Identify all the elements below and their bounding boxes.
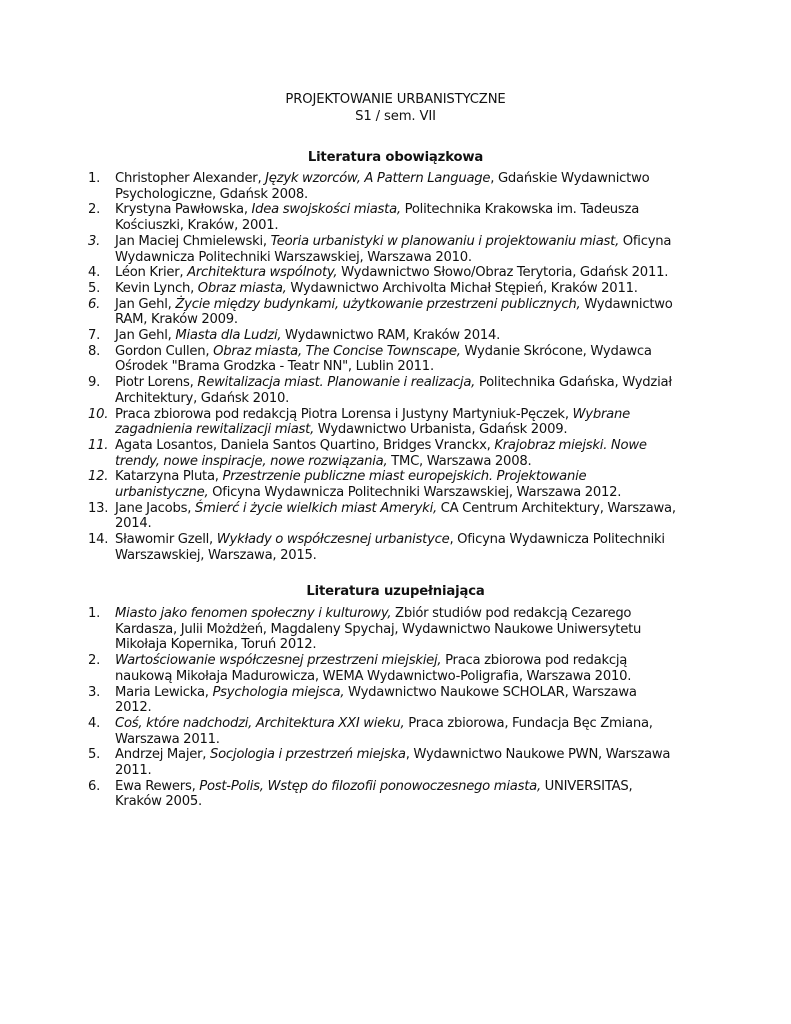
item-author: Jane Jacobs,: [115, 500, 195, 516]
item-publisher: Wydawnictwo Urbanista, Gdańsk 2009.: [314, 422, 568, 438]
item-number: 3.: [88, 233, 101, 249]
required-literature-heading: Literatura obowiązkowa: [307, 150, 484, 165]
list-item: [0, 606, 791, 653]
item-number: 6.: [88, 778, 101, 794]
item-publisher: Politechnika Krakowska im. Tadeusza Kościuszki, Kraków, 2001.: [115, 202, 640, 234]
item-publisher: UNIVERSITAS, Kraków 2005.: [115, 778, 633, 810]
item-publisher: Wydawnictwo Naukowe SCHOLAR, Warszawa 2012.: [115, 684, 637, 716]
item-publisher: Politechnika Gdańska, Wydział Architektury, Gdańsk 2010.: [115, 375, 672, 406]
item-author: Piotr Lorens,: [115, 375, 198, 391]
list-item: [0, 344, 791, 375]
list-item: [0, 375, 791, 406]
item-author: Sławomir Gzell,: [115, 532, 217, 548]
item-number: 5.: [88, 280, 101, 296]
list-item: [0, 469, 791, 500]
item-publisher: Oficyna Wydawnicza Politechniki Warszawskiej, Warszawa 2012.: [208, 485, 622, 501]
item-number: 12.: [88, 469, 109, 485]
list-item: [0, 407, 791, 438]
item-author: Ewa Rewers,: [115, 778, 200, 794]
item-title: Przestrzenie publiczne miast europejskich. Projektowanie urbanistyczne,: [115, 469, 587, 501]
item-author: Léon Krier,: [115, 265, 188, 281]
item-number: 4.: [88, 715, 101, 731]
item-title: Post-Polis, Wstęp do filozofii ponowoczesnego miasta,: [199, 778, 541, 794]
item-author: Andrzej Majer,: [115, 747, 210, 763]
item-publisher: Wydawnictwo Słowo/Obraz Terytoria, Gdańsk 2011.: [337, 265, 669, 281]
item-author: Jan Maciej Chmielewski,: [115, 233, 271, 249]
list-item: [0, 265, 791, 281]
item-publisher: Praca zbiorowa, Fundacja Bęc Zmiana, Warszawa 2011.: [115, 715, 653, 747]
item-title: Życie między budynkami, użytkowanie przestrzeni publicznych,: [175, 296, 581, 312]
item-author: Jan Gehl,: [115, 328, 176, 344]
document-header: [0, 91, 791, 125]
list-item: [0, 171, 791, 202]
supplementary-literature-list: [0, 606, 791, 810]
list-item: [0, 501, 791, 532]
item-title: Wybrane zagadnienia rewitalizacji miast,: [115, 406, 630, 438]
item-publisher: Praca zbiorowa pod redakcją naukową Mikołaja Madurowicza, WEMA Wydawnictwo-Poligrafia, Warszawa 2010.: [115, 653, 632, 684]
list-item: [0, 779, 791, 810]
item-title: Obraz miasta,: [197, 280, 287, 296]
item-number: 7.: [88, 328, 101, 344]
item-title: Miasto jako fenomen społeczny i kulturowy,: [115, 606, 392, 621]
item-author: Agata Losantos, Daniela Santos Quartino, Bridges Vranckx,: [115, 437, 495, 453]
item-title: Teoria urbanistyki w planowaniu i projektowaniu miast,: [270, 233, 620, 249]
item-author: Christopher Alexander,: [115, 171, 266, 186]
item-number: 5.: [88, 747, 101, 763]
item-number: 1.: [88, 606, 101, 621]
item-number: 10.: [88, 406, 109, 422]
list-item: [0, 685, 791, 716]
item-number: 1.: [88, 171, 101, 186]
item-number: 6.: [88, 296, 101, 312]
item-publisher: Wydawnictwo RAM, Kraków 2009.: [115, 296, 673, 328]
item-author: Kevin Lynch,: [115, 280, 198, 296]
item-publisher: Wydawnictwo Archivolta Michał Stępień, Kraków 2011.: [286, 280, 638, 296]
item-author: Katarzyna Pluta,: [115, 469, 223, 485]
item-title: Obraz miasta, The Concise Townscape,: [213, 343, 461, 359]
document-subtitle: S1 / sem. VII: [355, 109, 436, 124]
item-title: Wartościowanie współczesnej przestrzeni miejskiej,: [115, 653, 442, 669]
item-number: 9.: [88, 375, 101, 391]
item-publisher: TMC, Warszawa 2008.: [387, 453, 532, 469]
item-number: 14.: [88, 532, 109, 548]
item-title: Idea swojskości miasta,: [251, 202, 401, 218]
item-publisher: , Oficyna Wydawnicza Politechniki Warszawskiej, Warszawa, 2015.: [115, 532, 665, 563]
item-title: Miasta dla Ludzi,: [175, 328, 282, 344]
list-item: [0, 532, 791, 563]
item-title: Architektura wspólnoty,: [187, 265, 338, 281]
required-literature-list: [0, 171, 791, 564]
list-item: [0, 438, 791, 469]
item-author: Maria Lewicka,: [115, 684, 213, 700]
list-item: [0, 747, 791, 778]
list-item: [0, 234, 791, 265]
item-publisher: Zbiór studiów pod redakcją Cezarego Kardasza, Julii Możdżeń, Magdaleny Spychaj, Wydawnictwo Naukowe Uniwersytetu Mikołaja Kopernika, Toruń 2012.: [115, 606, 642, 653]
item-title: Śmierć i życie wielkich miast Ameryki,: [194, 500, 437, 516]
item-number: 8.: [88, 343, 101, 359]
item-number: 11.: [88, 437, 109, 453]
item-title: Wykłady o współczesnej urbanistyce: [216, 532, 450, 548]
item-title: Socjologia i przestrzeń miejska: [209, 747, 406, 763]
document-title: PROJEKTOWANIE URBANISTYCZNE: [285, 92, 506, 107]
list-item: [0, 653, 791, 684]
list-item: [0, 328, 791, 344]
item-title: Psychologia miejsca,: [212, 684, 345, 700]
item-publisher: Wydawnictwo RAM, Kraków 2014.: [281, 328, 501, 344]
item-title: Język wzorców, A Pattern Language: [265, 171, 491, 186]
item-title: Coś, które nadchodzi, Architektura XXI wieku,: [115, 715, 405, 731]
item-publisher: CA Centrum Architektury, Warszawa, 2014.: [115, 500, 676, 532]
list-item: [0, 716, 791, 747]
item-number: 2.: [88, 653, 101, 669]
item-author: Krystyna Pawłowska,: [115, 202, 252, 218]
item-number: 13.: [88, 500, 109, 516]
list-item: [0, 297, 791, 328]
item-title: Rewitalizacja miast. Planowanie i realizacja,: [197, 375, 476, 391]
item-publisher: Wydanie Skrócone, Wydawca Ośrodek "Brama Grodzka - Teatr NN", Lublin 2011.: [115, 343, 652, 375]
item-author: Gordon Cullen,: [115, 343, 214, 359]
item-publisher: Oficyna Wydawnicza Politechniki Warszawskiej, Warszawa 2010.: [115, 233, 672, 265]
item-number: 4.: [88, 265, 101, 281]
item-number: 2.: [88, 202, 101, 218]
list-item: [0, 281, 791, 297]
item-number: 3.: [88, 684, 101, 700]
item-author: Jan Gehl,: [115, 296, 176, 312]
item-publisher: , Wydawnictwo Naukowe PWN, Warszawa 2011.: [115, 747, 671, 779]
list-item: [0, 202, 791, 233]
supplementary-literature-heading: Literatura uzupełniająca: [306, 584, 485, 599]
item-publisher: , Gdańskie Wydawnictwo Psychologiczne, Gdańsk 2008.: [115, 171, 650, 202]
item-title: Krajobraz miejski. Nowe trendy, nowe inspiracje, nowe rozwiązania,: [115, 437, 647, 469]
item-author: Praca zbiorowa pod redakcją Piotra Lorensa i Justyny Martyniuk-Pęczek,: [115, 406, 573, 422]
